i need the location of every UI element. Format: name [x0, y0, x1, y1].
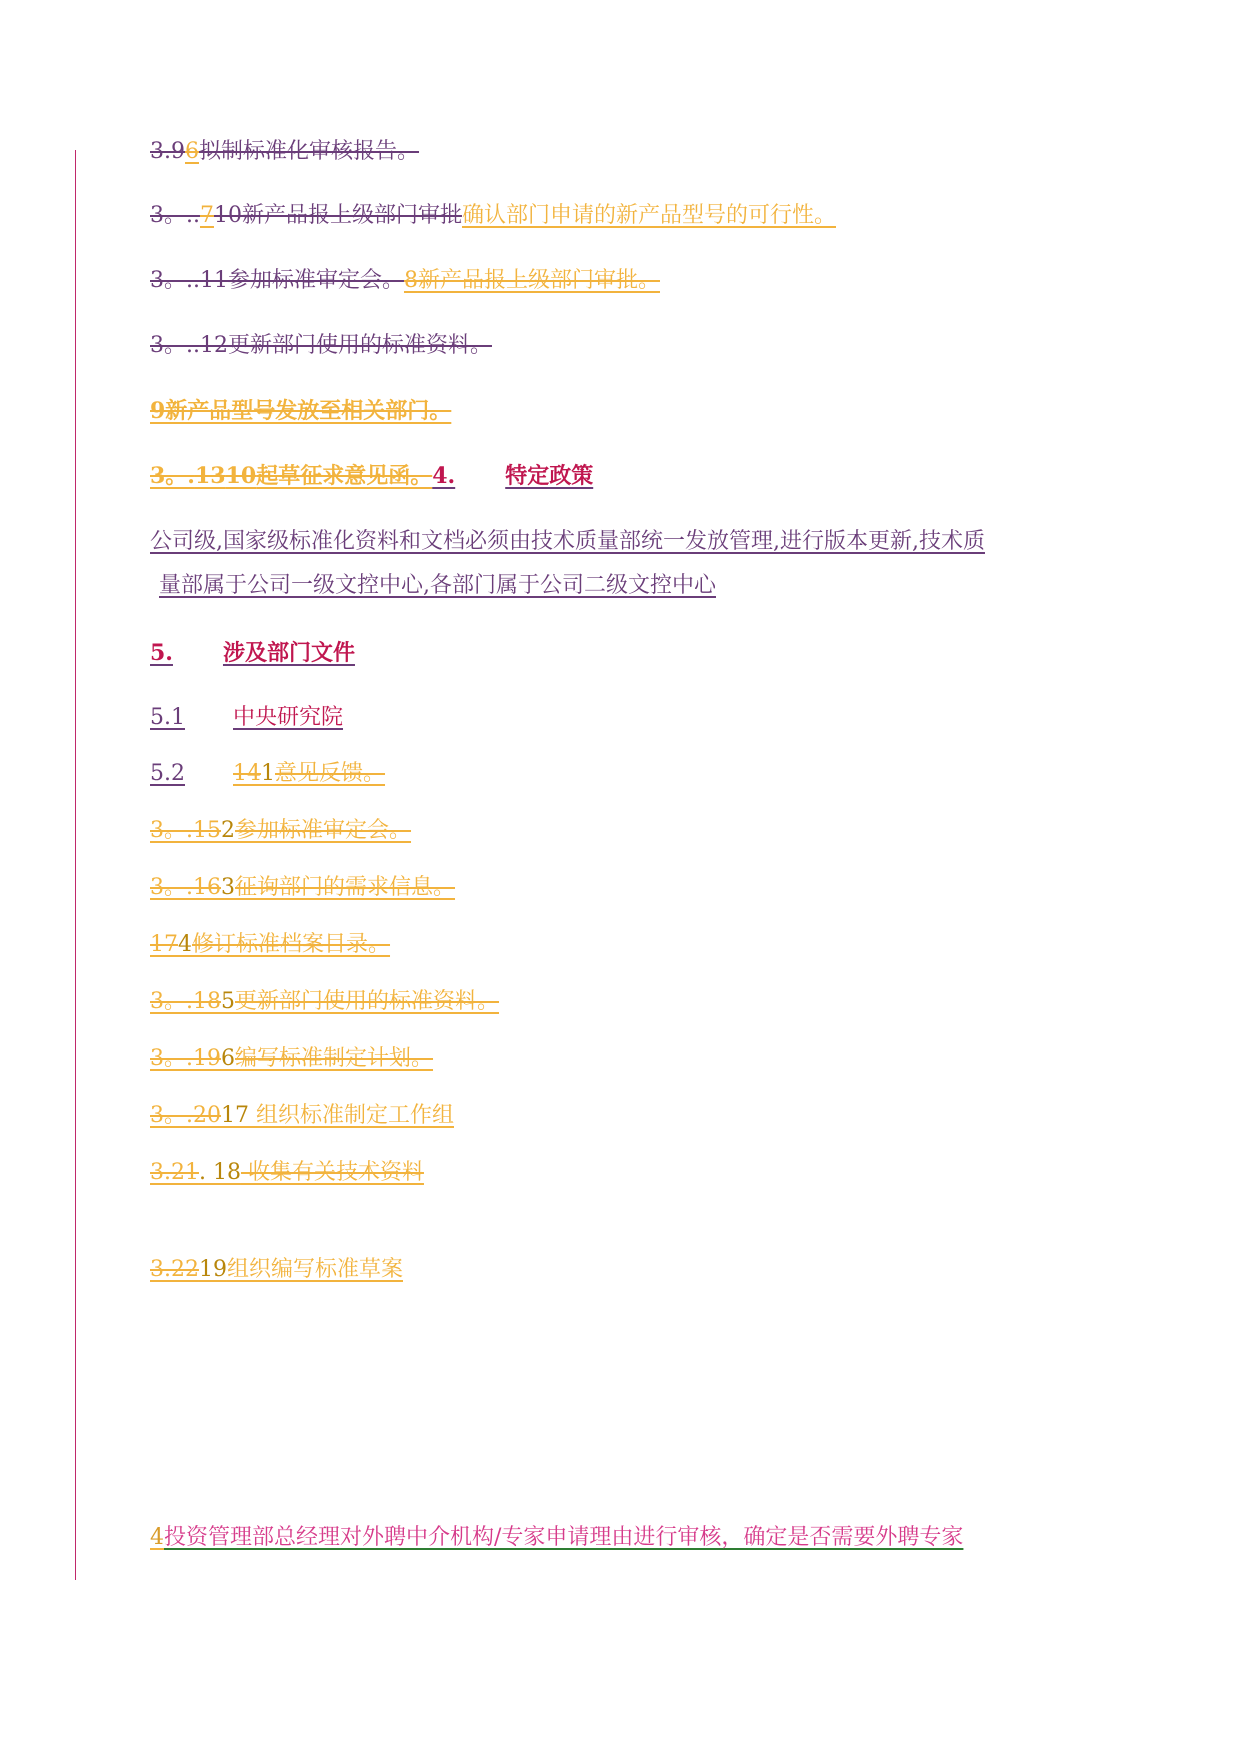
- line-3-13-heading-4: 3。.1310起草征求意见函。4. 特定政策: [150, 463, 594, 489]
- line-5-1: 5.1 中央研究院: [150, 705, 344, 730]
- line-3-11: 3。..11参加标准审定会。8新产品报上级部门审批。: [150, 268, 660, 293]
- line-3-21: 3.21. 18 收集有关技术资料: [150, 1160, 424, 1185]
- line-3-20: 3。.2017 组织标准制定工作组: [150, 1103, 454, 1128]
- section-4-title: 特定政策: [505, 463, 594, 489]
- revision-change-bar: [75, 150, 76, 1580]
- line-3-12: 3。..12更新部门使用的标准资料。: [150, 333, 492, 358]
- line-3-15: 3。.152参加标准审定会。: [150, 818, 412, 843]
- section-4-number: 4.: [432, 463, 456, 489]
- line-3-22: 3.2219组织编写标准草案: [150, 1257, 403, 1282]
- policy-paragraph-line-1: 公司级,国家级标准化资料和文档必须由技术质量部统一发放管理,进行版本更新,技术质: [150, 529, 985, 554]
- line-3-16: 3。.163征询部门的需求信息。: [150, 875, 456, 900]
- line-3-9: 3.96拟制标准化审核报告。: [150, 139, 420, 164]
- line-5-2: 5.2 141意见反馈。: [150, 761, 386, 786]
- line-17: 174修订标准档案目录。: [150, 932, 391, 957]
- line-3-18: 3。.185更新部门使用的标准资料。: [150, 989, 500, 1014]
- line-9: 9新产品型号发放至相关部门。: [150, 398, 452, 424]
- policy-paragraph-line-2: 量部属于公司一级文控中心,各部门属于公司二级文控中心: [159, 573, 716, 598]
- line-4-investment: 4投资管理部总经理对外聘中介机构/专家申请理由进行审核，确定是否需要外聘专家: [150, 1525, 964, 1550]
- line-3-19: 3。.196编写标准制定计划。: [150, 1046, 434, 1071]
- line-3-10: 3。..710新产品报上级部门审批确认部门申请的新产品型号的可行性。: [150, 203, 836, 228]
- heading-5: 5. 涉及部门文件: [150, 640, 355, 666]
